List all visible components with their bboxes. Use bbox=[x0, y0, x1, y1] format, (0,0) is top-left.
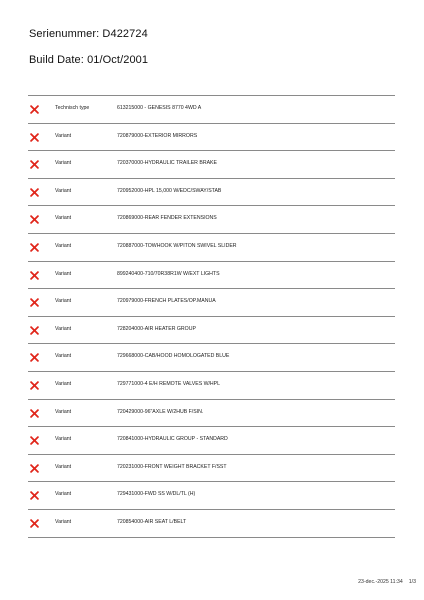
row-type-label: Variant bbox=[55, 160, 72, 167]
print-timestamp: 23-dec.-2025 11:34 bbox=[358, 579, 403, 585]
row-description: 720879000-EXTERIOR MIRRORS bbox=[117, 132, 198, 139]
row-description: 729668000-CAB/HOOD HOMOLOGATED BLUE bbox=[117, 353, 230, 360]
row-type-label: Variant bbox=[55, 187, 72, 194]
list-item bbox=[28, 344, 395, 372]
row-type-label: Variant bbox=[55, 436, 72, 443]
list-item bbox=[28, 289, 395, 317]
row-type-label: Variant bbox=[55, 491, 72, 498]
list-item bbox=[28, 124, 395, 152]
row-description: 720370000-HYDRAULIC TRAILER BRAKE bbox=[117, 160, 217, 167]
list-item bbox=[28, 262, 395, 290]
row-type-label: Technisch type bbox=[55, 105, 90, 111]
row-type-label: Variant bbox=[55, 408, 72, 415]
row-description: 720952000-HPL 15,000 W/EDC/SWAY/STAB bbox=[117, 187, 222, 194]
serial-number-title: Serienummer: D422724 bbox=[29, 28, 148, 40]
row-description: 720854000-AIR SEAT L/BELT bbox=[117, 518, 187, 525]
row-type-label: Variant bbox=[55, 353, 72, 360]
page-footer bbox=[358, 579, 416, 585]
list-item bbox=[28, 151, 395, 179]
row-description: 729771000-4 E/H REMOTE VALVES W/HPL bbox=[117, 380, 221, 387]
row-type-label: Variant bbox=[55, 215, 72, 222]
list-item bbox=[28, 427, 395, 455]
list-item bbox=[28, 234, 395, 262]
row-description: 729431000-FWD SS W/DL/TL (H) bbox=[117, 491, 196, 498]
list-item bbox=[28, 317, 395, 345]
list-item bbox=[28, 455, 395, 483]
row-description: 613215000 - GENESIS 8770 4WD A bbox=[117, 105, 202, 111]
row-description: 720429000-96"AXLE W/2HUB F/SIN. bbox=[117, 408, 204, 415]
list-item bbox=[28, 400, 395, 428]
list-item bbox=[28, 372, 395, 400]
row-type-label: Variant bbox=[55, 298, 72, 305]
row-description: 720869000-REAR FENDER EXTENSIONS bbox=[117, 215, 217, 222]
row-description: 720887000-TOWHOOK W/PITON SWIVEL SLIDER bbox=[117, 242, 237, 249]
row-description: 720841000-HYDRAULIC GROUP - STANDARD bbox=[117, 436, 228, 443]
row-type-label: Variant bbox=[55, 270, 72, 277]
list-item bbox=[28, 482, 395, 510]
list-item bbox=[28, 510, 395, 538]
row-type-label: Variant bbox=[55, 518, 72, 525]
variant-list bbox=[28, 95, 395, 538]
build-date-title: Build Date: 01/Oct/2001 bbox=[29, 54, 149, 66]
row-description: 728204000-AIR HEATER GROUP bbox=[117, 325, 196, 332]
page-number: 1/3 bbox=[408, 579, 416, 585]
list-item bbox=[28, 96, 395, 124]
row-description: 720979000-FRENCH PLATES/OP.MANUA bbox=[117, 298, 216, 305]
row-type-label: Variant bbox=[55, 325, 72, 332]
row-type-label: Variant bbox=[55, 132, 72, 139]
row-type-label: Variant bbox=[55, 242, 72, 249]
row-type-label: Variant bbox=[55, 463, 72, 470]
row-type-label: Variant bbox=[55, 380, 72, 387]
list-item bbox=[28, 179, 395, 207]
list-item bbox=[28, 206, 395, 234]
row-description: 720231000-FRONT WEIGHT BRACKET F/SST bbox=[117, 463, 227, 470]
row-description: 899240400-710/70R38R1W W/EXT LIGHTS bbox=[117, 270, 220, 277]
